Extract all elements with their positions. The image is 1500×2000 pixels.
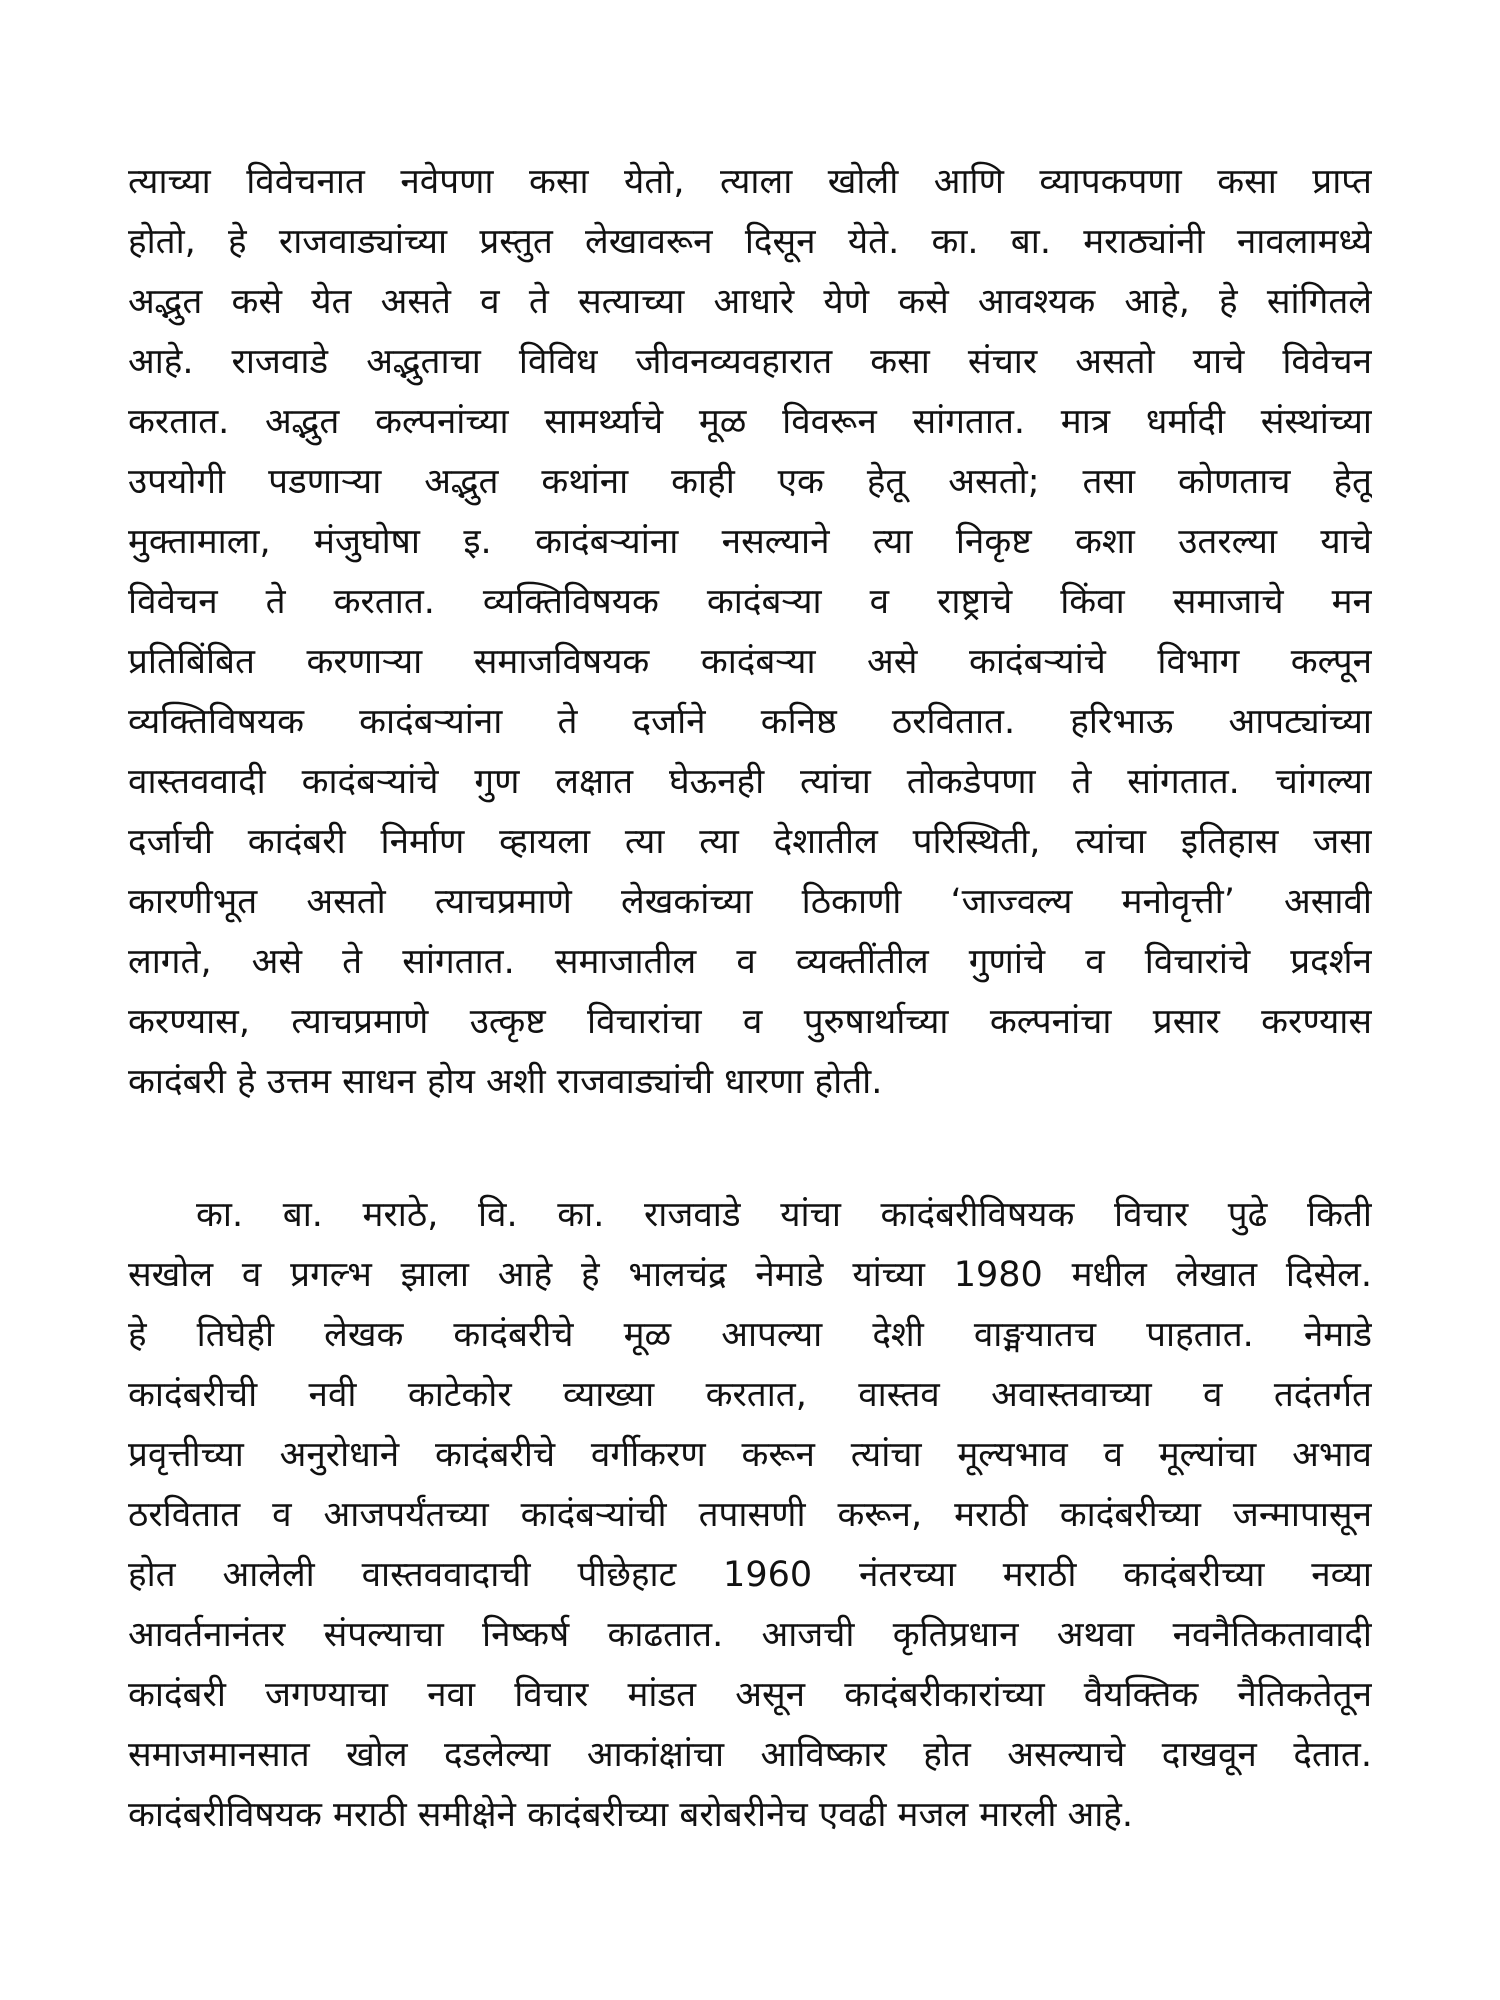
paragraph-line: दर्जाची कादंबरी निर्माण व्हायला त्या त्या देशातील परिस्थिती, त्यांचा इतिहास जसा (128, 822, 1372, 862)
paragraph-line: का. बा. मराठे, वि. का. राजवाडे यांचा कादंबरीविषयक विचार पुढे किती (196, 1195, 1372, 1235)
paragraph-line: मुक्तामाला, मंजुघोषा इ. कादंबऱ्यांना नसल्याने त्या निकृष्ट कशा उतरल्या याचे (128, 522, 1372, 562)
paragraph-line: प्रतिबिंबित करणाऱ्या समाजविषयक कादंबऱ्या असे कादंबऱ्यांचे विभाग कल्पून (128, 642, 1372, 682)
paragraph-line: आवर्तनानंतर संपल्याचा निष्कर्ष काढतात. आजची कृतिप्रधान अथवा नवनैतिकतावादी (128, 1615, 1372, 1655)
paragraph-line: विवेचन ते करतात. व्यक्तिविषयक कादंबऱ्या व राष्ट्राचे किंवा समाजाचे मन (128, 582, 1372, 622)
paragraph-1 (128, 152, 1372, 1112)
paragraph-line: अद्भुत कसे येत असते व ते सत्याच्या आधारे येणे कसे आवश्यक आहे, हे सांगितले (128, 282, 1372, 322)
paragraph-line: कादंबरी जगण्याचा नवा विचार मांडत असून कादंबरीकारांच्या वैयक्तिक नैतिकतेतून (128, 1675, 1372, 1715)
paragraph-line: उपयोगी पडणाऱ्या अद्भुत कथांना काही एक हेतू असतो; तसा कोणताच हेतू (128, 462, 1372, 502)
paragraph-line: कादंबरीची नवी काटेकोर व्याख्या करतात, वास्तव अवास्तवाच्या व तदंतर्गत (128, 1375, 1372, 1415)
paragraph-line: त्याच्या विवेचनात नवेपणा कसा येतो, त्याला खोली आणि व्यापकपणा कसा प्राप्त (128, 162, 1372, 202)
paragraph-2 (128, 1185, 1372, 1845)
paragraph-line: कारणीभूत असतो त्याचप्रमाणे लेखकांच्या ठिकाणी ‘जाज्वल्य मनोवृत्ती’ असावी (128, 882, 1372, 922)
paragraph-line: कादंबरीविषयक मराठी समीक्षेने कादंबरीच्या बरोबरीनेच एवढी मजल मारली आहे. (128, 1795, 1134, 1835)
paragraph-line: करतात. अद्भुत कल्पनांच्या सामर्थ्याचे मूळ विवरून सांगतात. मात्र धर्मादी संस्थांच्या (128, 402, 1372, 442)
paragraph-line: होतो, हे राजवाड्यांच्या प्रस्तुत लेखावरून दिसून येते. का. बा. मराठ्यांनी नावलामध्ये (128, 222, 1372, 262)
paragraph-line: व्यक्तिविषयक कादंबऱ्यांना ते दर्जाने कनिष्ठ ठरवितात. हरिभाऊ आपट्यांच्या (128, 702, 1372, 742)
paragraph-line: सखोल व प्रगल्भ झाला आहे हे भालचंद्र नेमाडे यांच्या 1980 मधील लेखात दिसेल. (128, 1255, 1372, 1295)
paragraph-line: लागते, असे ते सांगतात. समाजातील व व्यक्तींतील गुणांचे व विचारांचे प्रदर्शन (128, 942, 1372, 982)
paragraph-line: आहे. राजवाडे अद्भुताचा विविध जीवनव्यवहारात कसा संचार असतो याचे विवेचन (128, 342, 1372, 382)
paragraph-line: ठरवितात व आजपर्यंतच्या कादंबऱ्यांची तपासणी करून, मराठी कादंबरीच्या जन्मापासून (128, 1495, 1372, 1535)
paragraph-line: होत आलेली वास्तववादाची पीछेहाट 1960 नंतरच्या मराठी कादंबरीच्या नव्या (128, 1555, 1372, 1595)
paragraph-line: वास्तववादी कादंबऱ्यांचे गुण लक्षात घेऊनही त्यांचा तोकडेपणा ते सांगतात. चांगल्या (128, 762, 1372, 802)
paragraph-line: करण्यास, त्याचप्रमाणे उत्कृष्ट विचारांचा व पुरुषार्थाच्या कल्पनांचा प्रसार करण्यास (128, 1002, 1372, 1042)
paragraph-line: कादंबरी हे उत्तम साधन होय अशी राजवाड्यांची धारणा होती. (128, 1062, 883, 1102)
paragraph-line: समाजमानसात खोल दडलेल्या आकांक्षांचा आविष्कार होत असल्याचे दाखवून देतात. (128, 1735, 1372, 1775)
paragraph-line: प्रवृत्तीच्या अनुरोधाने कादंबरीचे वर्गीकरण करून त्यांचा मूल्यभाव व मूल्यांचा अभाव (128, 1435, 1372, 1475)
paragraph-line: हे तिघेही लेखक कादंबरीचे मूळ आपल्या देशी वाङ्मयातच पाहतात. नेमाडे (128, 1315, 1372, 1355)
